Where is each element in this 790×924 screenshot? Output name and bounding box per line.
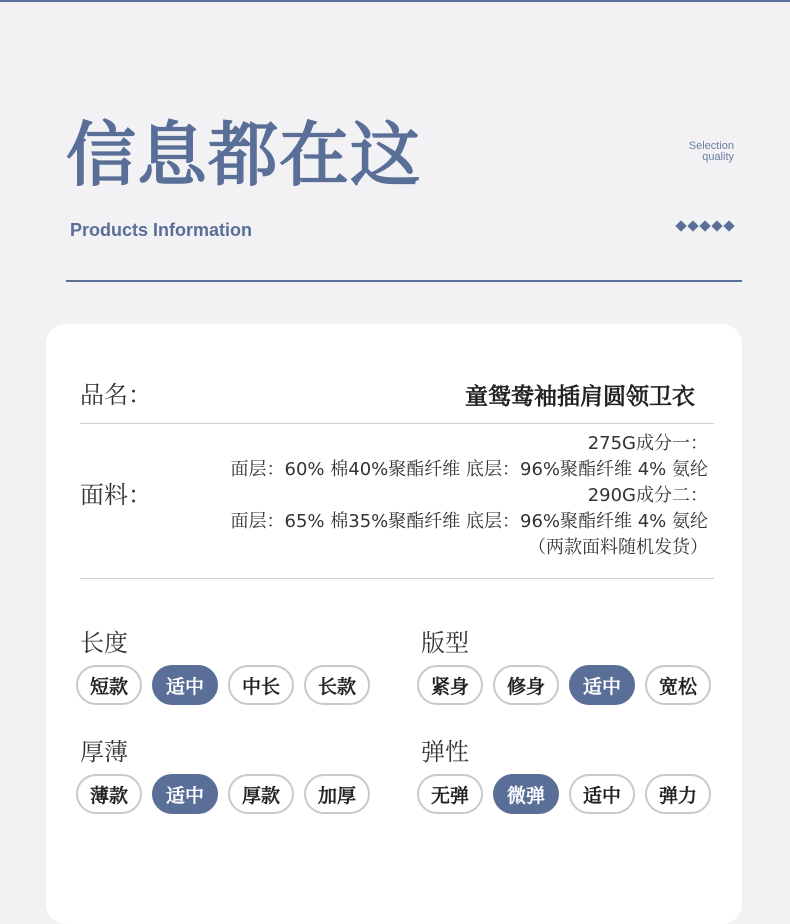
diamond-icon	[699, 220, 710, 231]
elasticity-option-slight[interactable]: 微弹	[493, 774, 559, 814]
fabric-line: 面层：60% 棉40%聚酯纤维 底层：96%聚酯纤维 4% 氨纶	[230, 459, 708, 480]
diamond-icon	[723, 220, 734, 231]
fabric-details	[231, 431, 708, 561]
length-option-medium[interactable]: 适中	[152, 665, 218, 705]
fit-option-regular[interactable]: 适中	[569, 665, 635, 705]
length-option-long[interactable]: 长款	[304, 665, 370, 705]
info-card	[46, 324, 742, 924]
length-option-mid-long[interactable]: 中长	[228, 665, 294, 705]
fit-options	[417, 665, 711, 705]
thickness-options	[76, 774, 370, 814]
quality-text: quality	[702, 151, 734, 163]
fabric-line: 面层：65% 棉35%聚酯纤维 底层：96%聚酯纤维 4% 氨纶	[230, 511, 708, 532]
diamond-icon	[687, 220, 698, 231]
fabric-line: 290G成分二：	[587, 485, 708, 506]
product-name-label: 品名：	[80, 381, 152, 409]
elasticity-option-none[interactable]: 无弹	[417, 774, 483, 814]
fit-title: 版型	[421, 629, 469, 657]
top-rule	[0, 0, 790, 2]
product-name-value: 童鸳鸯袖插肩圆领卫衣	[465, 384, 695, 410]
row-divider	[80, 578, 714, 579]
fit-option-tight[interactable]: 紧身	[417, 665, 483, 705]
fit-option-slim[interactable]: 修身	[493, 665, 559, 705]
diamond-decoration	[676, 221, 734, 232]
length-options	[76, 665, 370, 705]
header-divider	[66, 280, 742, 282]
fit-option-loose[interactable]: 宽松	[645, 665, 711, 705]
page-title: 信息都在这	[66, 114, 421, 196]
length-title: 长度	[80, 629, 128, 657]
selection-quality-tag	[689, 141, 734, 163]
thickness-option-extra-thick[interactable]: 加厚	[304, 774, 370, 814]
thickness-title: 厚薄	[80, 738, 128, 766]
fabric-line: （两款面料随机发货）	[528, 537, 708, 558]
diamond-icon	[711, 220, 722, 231]
fabric-line: 275G成分一：	[587, 433, 708, 454]
selection-text: Selection	[688, 140, 734, 152]
row-divider	[80, 423, 714, 424]
thickness-option-thin[interactable]: 薄款	[76, 774, 142, 814]
thickness-option-thick[interactable]: 厚款	[228, 774, 294, 814]
thickness-option-medium[interactable]: 适中	[152, 774, 218, 814]
page-subtitle: Products Information	[70, 220, 253, 240]
length-option-short[interactable]: 短款	[76, 665, 142, 705]
elasticity-options	[417, 774, 711, 814]
elasticity-option-stretch[interactable]: 弹力	[645, 774, 711, 814]
elasticity-title: 弹性	[421, 738, 469, 766]
diamond-icon	[675, 220, 686, 231]
fabric-label: 面料：	[80, 481, 152, 509]
elasticity-option-medium[interactable]: 适中	[569, 774, 635, 814]
